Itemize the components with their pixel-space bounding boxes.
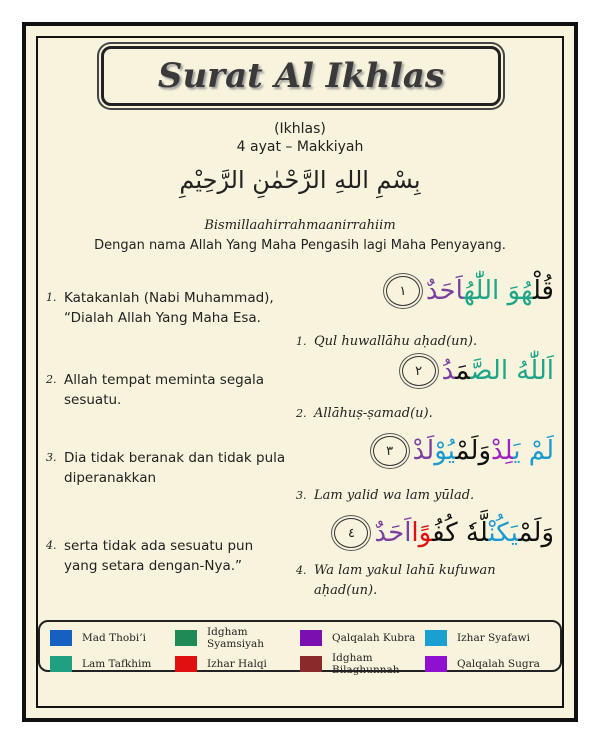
ayat-meaning	[46, 370, 286, 410]
ayat-number: 2.	[296, 407, 307, 420]
ayat-number: 1.	[296, 335, 307, 348]
arabic-text	[426, 276, 554, 306]
legend-item	[300, 626, 425, 650]
meaning-text: serta tidak ada sesuatu pun yang setara dengan-Nya.”	[64, 538, 254, 574]
legend-swatch	[300, 630, 322, 646]
legend-label: Izhar Syafawi	[457, 632, 530, 644]
legend-label: Qalqalah Kubra	[332, 632, 416, 644]
arabic-segment: وًا	[411, 518, 433, 548]
ayat-arabic	[334, 518, 554, 548]
basmalah: بِسْمِ اللهِ الرَّحْمٰنِ الرَّحِيْمِ	[179, 166, 421, 194]
arabic-segment: وَلَمْ	[455, 436, 491, 466]
ayat-translit	[296, 404, 536, 424]
translit-text: Allāhuṣ-ṣamad(u).	[314, 406, 433, 421]
ayah-end-marker: ١	[386, 276, 420, 306]
arabic-text	[442, 356, 554, 386]
legend-swatch	[300, 656, 322, 672]
legend-swatch	[175, 630, 197, 646]
page-frame	[22, 22, 578, 722]
legend-label: Idgham Bilaghunnah	[332, 652, 400, 676]
arabic-segment: مَ	[455, 356, 471, 386]
ayat-meaning	[46, 288, 286, 328]
arabic-segment: لَدْ	[412, 436, 435, 466]
arabic-segment: اَحَدٌ	[374, 518, 412, 548]
ayat-meaning	[46, 536, 286, 576]
legend-item	[175, 626, 300, 650]
legend-item	[175, 652, 300, 676]
legend-swatch	[425, 630, 447, 646]
ayat-arabic	[373, 436, 554, 466]
ayat-number: 3.	[296, 489, 307, 502]
translit-text: Wa lam yakul lahū kufuwan aḥad(un).	[314, 563, 496, 598]
legend-item	[300, 652, 425, 676]
arabic-segment: دُ	[441, 356, 456, 386]
basmalah-meaning: Dengan nama Allah Yang Maha Pengasih lagi Maha Penyayang.	[94, 238, 506, 253]
ayat-translit	[296, 486, 536, 506]
ayat-number: 3.	[46, 451, 57, 464]
surah-subtitle: (Ikhlas)	[274, 121, 326, 137]
legend-label: Izhar Halqi	[207, 658, 267, 670]
ayat-meaning	[46, 448, 286, 488]
ayat-translit	[296, 561, 536, 601]
arabic-segment: قُلْ	[532, 276, 554, 306]
legend-swatch	[425, 656, 447, 672]
arabic-segment: وَلَمْ	[518, 518, 554, 548]
meaning-text: Dia tidak beranak dan tidak pula diperanakkan	[64, 450, 286, 486]
legend-item	[425, 652, 550, 676]
arabic-segment: لَّهٗ كُفُ	[432, 518, 489, 548]
arabic-text	[413, 436, 554, 466]
meaning-text: Allah tempat meminta segala sesuatu.	[64, 372, 265, 408]
arabic-segment: يُوْ	[434, 436, 456, 466]
ayat-number: 2.	[46, 373, 57, 386]
arabic-text	[374, 518, 554, 548]
ayat-number: 4.	[46, 539, 57, 552]
title-box	[101, 46, 501, 106]
arabic-segment: لَمْ يَ	[513, 436, 554, 466]
legend-label: Mad Thobi’i	[82, 632, 146, 644]
ayat-number: 4.	[296, 564, 307, 577]
arabic-segment: اَحَدٌ	[425, 276, 464, 306]
arabic-segment: لِدْ	[491, 436, 514, 466]
arabic-segment: يَكُنْ	[488, 518, 519, 548]
ayah-end-marker: ٢	[402, 356, 436, 386]
surah-info: 4 ayat – Makkiyah	[236, 139, 364, 155]
legend-swatch	[50, 656, 72, 672]
legend-swatch	[175, 656, 197, 672]
arabic-segment: هُوَ اللّٰهُ	[463, 276, 533, 306]
legend-label: Qalqalah Sugra	[457, 658, 540, 670]
page-title: Surat Al Ikhlas	[157, 56, 445, 96]
ayat-translit	[296, 332, 536, 352]
legend-label: Lam Tafkhim	[82, 658, 152, 670]
legend-item	[50, 652, 175, 676]
translit-text: Lam yalid wa lam yūlad.	[314, 488, 475, 503]
meaning-text: Katakanlah (Nabi Muhammad), “Dialah Allah Yang Maha Esa.	[64, 290, 274, 326]
ayah-end-marker: ٤	[334, 518, 368, 548]
ayat-arabic	[402, 356, 554, 386]
basmalah-translit: Bismillaahirrahmaanirrahiim	[204, 218, 396, 233]
legend-swatch	[50, 630, 72, 646]
ayah-end-marker: ٣	[373, 436, 407, 466]
arabic-segment: اَللّٰهُ الصَّ	[470, 356, 554, 386]
translit-text: Qul huwallāhu aḥad(un).	[314, 334, 478, 349]
tajwid-legend	[38, 620, 562, 676]
legend-item	[50, 626, 175, 650]
ayat-number: 1.	[46, 291, 57, 304]
legend-item	[425, 626, 550, 650]
legend-label: Idgham Syamsiyah	[207, 626, 265, 650]
ayat-arabic	[386, 276, 554, 306]
